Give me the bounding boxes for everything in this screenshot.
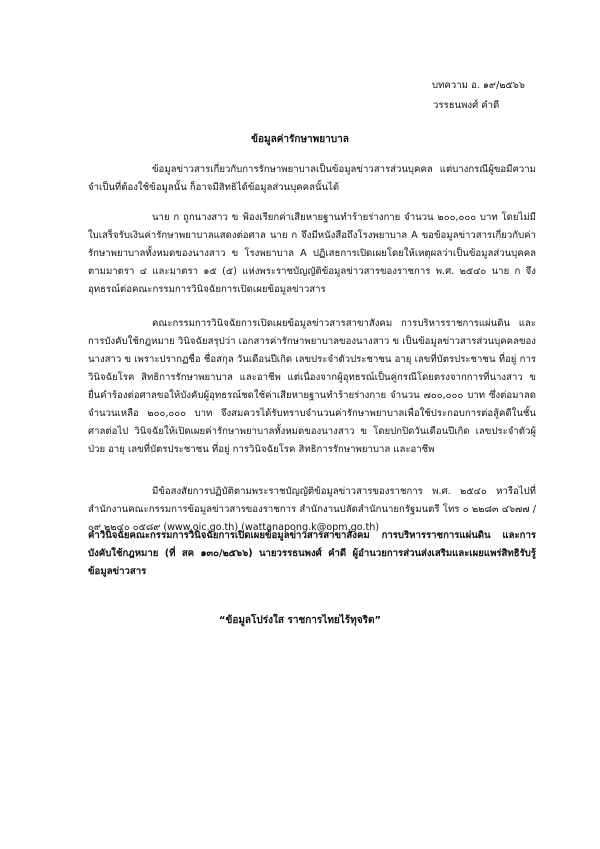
paragraph-ruling-reference: คำวินิจฉัยคณะกรรมการวินิจฉัยการเปิดเผยข้อมูลข่าวสารสาขาสังคม การบริหารราชการแผ่นดิน และการบังคับใช้กฎหมาย (ที่ สค ๑๓๐/๒๕๖๖) นายวรรธนพงศ์ คำดี ผู้อำนวยการส่วนส่งเสริมและเผยแพร่สิทธิรับรู้ข้อมูลข่าวสาร [88,530,536,577]
article-number: บทความ อ. ๑๙/๒๕๖๖ [432,80,525,91]
paragraph-case: นาย ก ถูกนางสาว ข ฟ้องเรียกค่าเสียหายฐานทำร้ายร่างกาย จำนวน ๒๐๐,๐๐๐ บาท โดยไม่มีใบเสร็จรับเงินค่ารักษาพยาบาลแสดงต่อศาล นาย ก จึงมีหนังสือถึงโรงพยาบาล A ขอข้อมูลข่าวสารเกี่ยวกับค่ารักษาพยาบาลทั้งหมดของนางสาว ข โรงพยาบาล A ปฏิเสธการเปิดเผยโดยให้เหตุผลว่าเป็นข้อมูลส่วนบุคคล ตามมาตรา ๔ และมาตรา ๑๕ (๕) แห่งพระราชบัญญัติข้อมูลข่าวสารของราชการ พ.ศ. ๒๕๔๐ นาย ก จึงอุทธรณ์ต่อคณะกรรมการวินิจฉัยการเปิดเผยข้อมูลข่าวสาร [88,212,536,295]
paragraph-intro: ข้อมูลข่าวสารเกี่ยวกับการรักษาพยาบาลเป็นข้อมูลข่าวสารส่วนบุคคล แต่บางกรณีผู้ขอมีความจำเป็นที่ต้องใช้ข้อมูลนั้น ก็อาจมีสิทธิได้ข้อมูลส่วนบุคคลนั้นได้ [88,164,536,193]
document-title: ข้อมูลค่ารักษาพยาบาล [251,134,349,145]
document-meta [432,76,562,116]
paragraph-decision: คณะกรรมการวินิจฉัยการเปิดเผยข้อมูลข่าวสารสาขาสังคม การบริหารราชการแผ่นดิน และการบังคับใช้กฎหมาย วินิจฉัยสรุปว่า เอกสารค่ารักษาพยาบาลของนางสาว ข เป็นข้อมูลข่าวสารส่วนบุคคลของนางสาว ข เพราะปรากฏชื่อ ชื่อสกุล วันเดือนปีเกิด เลขประจำตัวประชาชน อายุ เลขที่บัตรประชาชน ที่อยู่ การวินิจฉัยโรค สิทธิการรักษาพยาบาล และอาชีพ แต่เนื่องจากผู้อุทธรณ์เป็นคู่กรณีโดยตรงจากการที่นางสาว ข ยื่นคำร้องต่อศาลขอให้บังคับผู้อุทธรณ์ชดใช้ค่าเสียหายฐานทำร้ายร่างกาย จำนวน ๗๐๐,๐๐๐ บาท ซึ่งต่อมาลดจำนวนเหลือ ๒๐๐,๐๐๐ บาท จึงสมควรได้รับทราบจำนวนค่ารักษาพยาบาลเพื่อใช้ประกอบการต่อสู้คดีในชั้นศาลต่อไป วินิจฉัยให้เปิดเผยค่ารักษาพยาบาลทั้งหมดของนางสาว ข โดยปกปิดวันเดือนปีเกิด เลขประจำตัวผู้ป่วย อายุ เลขที่บัตรประชาชน ที่อยู่ การวินิจฉัยโรค สิทธิการรักษาพยาบาล และอาชีพ [88,318,536,455]
paragraph-contact: มีข้อสงสัยการปฏิบัติตามพระราชบัญญัติข้อมูลข่าวสารของราชการ พ.ศ. ๒๕๔๐ หารือไปที่ สำนักงานคณะกรรมการข้อมูลข่าวสารของราชการ สำนักงานปลัดสำนักนายกรัฐมนตรี โทร ๐ ๒๒๘๓ ๔๖๗๗ / ๐๙ ๒๒๔๐ ๐๕๘๙ (www.oic.go.th) (wattanapong.k@opm.go.th) [88,486,536,533]
author-name: วรรธนพงศ์ คำดี [433,100,500,111]
closing-motto: “ข้อมูลโปร่งใส ราชการไทยไร้ทุจริต” [218,615,382,626]
